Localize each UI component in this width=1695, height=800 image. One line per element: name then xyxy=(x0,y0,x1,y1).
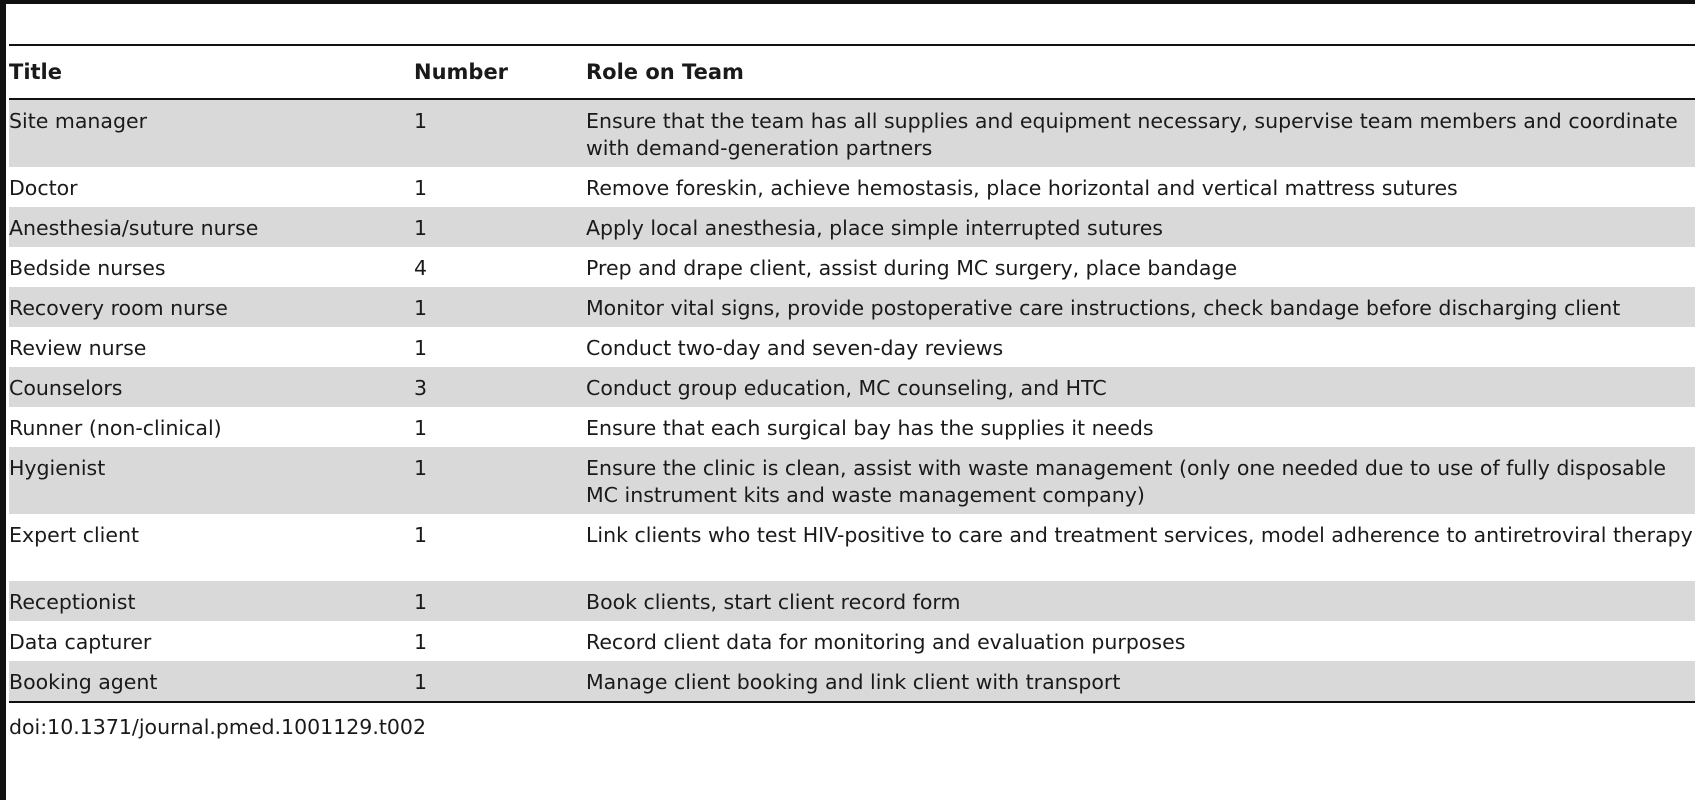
row-number: 1 xyxy=(414,630,428,654)
row-role: Record client data for monitoring and evaluation purposes xyxy=(586,630,1186,654)
row-number: 1 xyxy=(414,416,428,440)
row-role: Remove foreskin, achieve hemostasis, place horizontal and vertical mattress sutures xyxy=(586,176,1458,200)
row-number: 4 xyxy=(414,256,428,280)
table-row xyxy=(9,247,1695,287)
table-row xyxy=(9,367,1695,407)
row-title: Anesthesia/suture nurse xyxy=(9,216,259,240)
table-row xyxy=(9,327,1695,367)
row-title: Expert client xyxy=(9,523,139,547)
row-title: Doctor xyxy=(9,176,78,200)
table-row xyxy=(9,621,1695,661)
row-number: 1 xyxy=(414,670,428,694)
table-row xyxy=(9,100,1695,167)
row-role: Ensure that the team has all supplies and equipment necessary, supervise team members and coordinate with demand-generation partners xyxy=(586,109,1678,160)
table-row xyxy=(9,207,1695,247)
row-role: Manage client booking and link client with transport xyxy=(586,670,1121,694)
row-role: Monitor vital signs, provide postoperative care instructions, check bandage before discharging client xyxy=(586,296,1621,320)
staffing-table xyxy=(9,44,1695,703)
header-role: Role on Team xyxy=(586,60,744,84)
table-row xyxy=(9,581,1695,621)
table-row xyxy=(9,287,1695,327)
row-title: Booking agent xyxy=(9,670,158,694)
row-title: Data capturer xyxy=(9,630,152,654)
left-border-rule xyxy=(0,0,6,800)
table-row xyxy=(9,661,1695,701)
row-number: 1 xyxy=(414,109,428,133)
row-role: Ensure the clinic is clean, assist with waste management (only one needed due to use of fully disposable MC instrument kits and waste management company) xyxy=(586,456,1666,507)
header-title: Title xyxy=(9,60,63,84)
row-number: 1 xyxy=(414,456,428,480)
row-role: Apply local anesthesia, place simple interrupted sutures xyxy=(586,216,1163,240)
row-number: 1 xyxy=(414,523,428,547)
row-number: 1 xyxy=(414,216,428,240)
table-row xyxy=(9,167,1695,207)
row-number: 3 xyxy=(414,376,428,400)
table-header-row xyxy=(9,46,1695,98)
row-title: Hygienist xyxy=(9,456,106,480)
row-title: Recovery room nurse xyxy=(9,296,228,320)
row-number: 1 xyxy=(414,176,428,200)
row-role: Book clients, start client record form xyxy=(586,590,961,614)
row-title: Bedside nurses xyxy=(9,256,166,280)
doi-caption: doi:10.1371/journal.pmed.1001129.t002 xyxy=(9,715,427,739)
row-number: 1 xyxy=(414,336,428,360)
row-role: Conduct group education, MC counseling, and HTC xyxy=(586,376,1107,400)
table-row xyxy=(9,447,1695,514)
row-number: 1 xyxy=(414,590,428,614)
table-row xyxy=(9,407,1695,447)
row-title: Runner (non-clinical) xyxy=(9,416,222,440)
row-title: Counselors xyxy=(9,376,123,400)
table-row xyxy=(9,514,1695,581)
header-number: Number xyxy=(414,60,509,84)
row-title: Review nurse xyxy=(9,336,147,360)
top-border-rule xyxy=(0,0,1695,4)
row-role: Prep and drape client, assist during MC surgery, place bandage xyxy=(586,256,1238,280)
row-role: Ensure that each surgical bay has the supplies it needs xyxy=(586,416,1154,440)
row-role: Link clients who test HIV-positive to care and treatment services, model adherence to antiretroviral therapy xyxy=(586,523,1693,547)
row-number: 1 xyxy=(414,296,428,320)
row-role: Conduct two-day and seven-day reviews xyxy=(586,336,1004,360)
row-title: Receptionist xyxy=(9,590,136,614)
row-title: Site manager xyxy=(9,109,148,133)
table-bottom-rule xyxy=(9,701,1695,703)
